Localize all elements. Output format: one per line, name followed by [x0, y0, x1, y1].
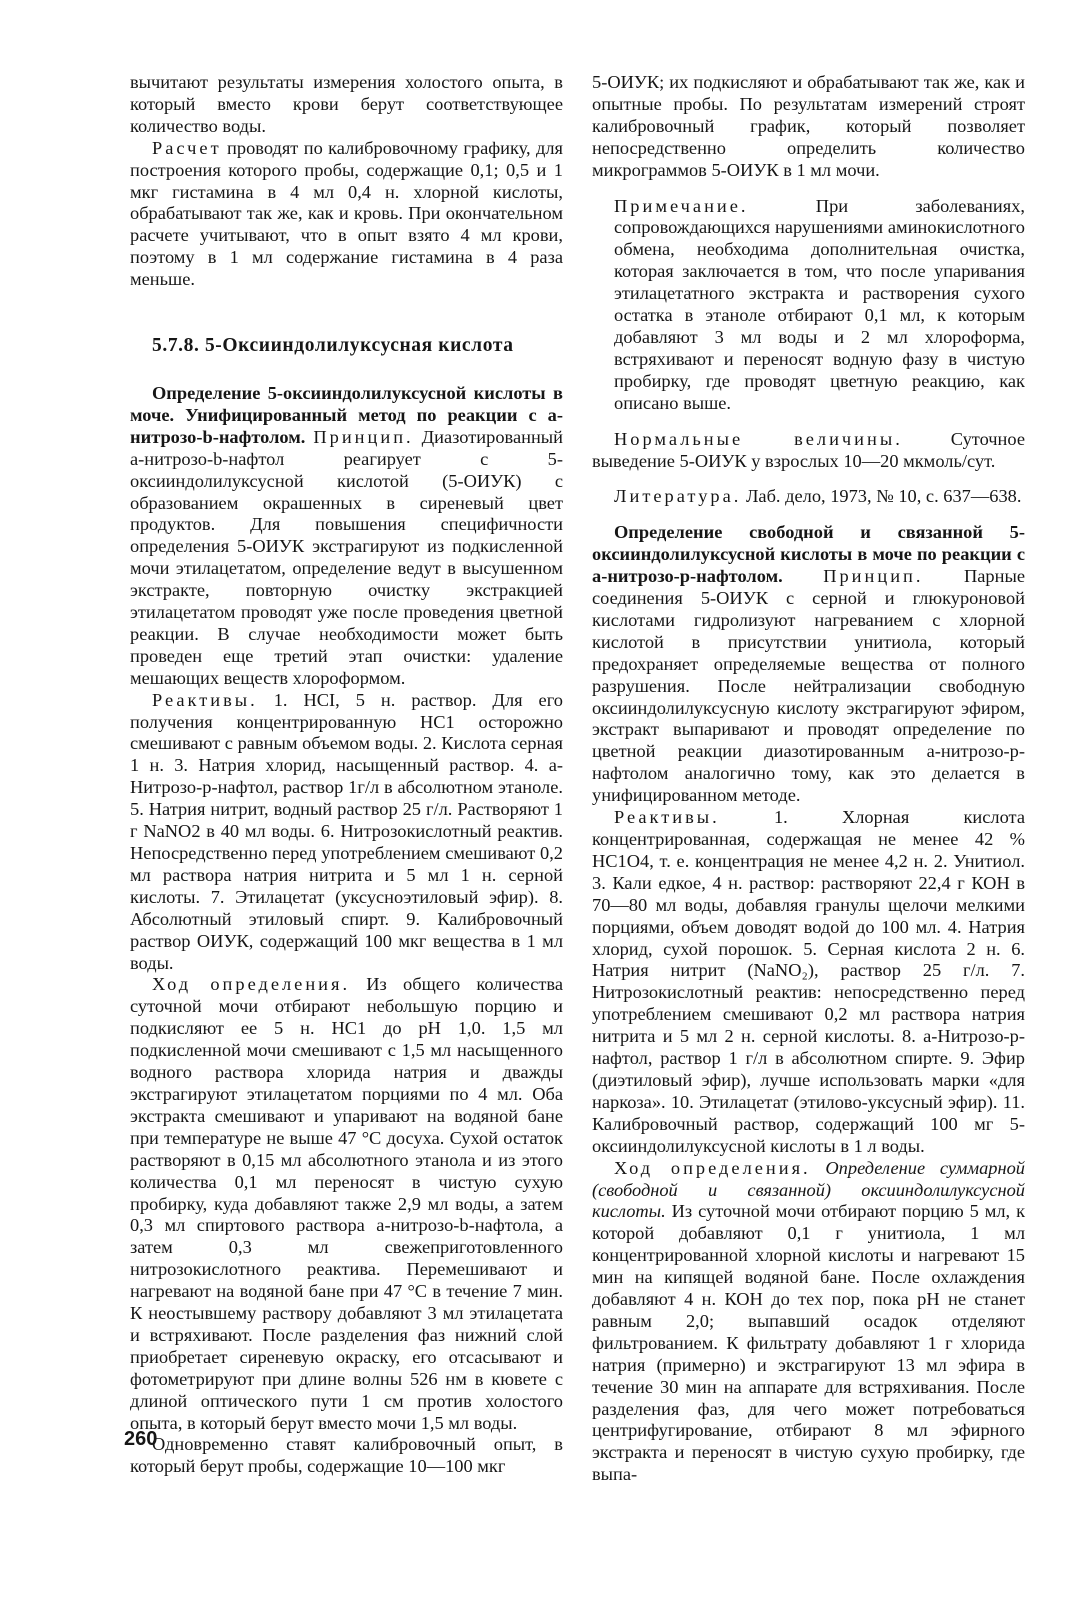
paragraph — [592, 1158, 1025, 1487]
run-in-label: Реактивы. — [152, 689, 258, 710]
italic-heading: Определение суммарной (свободной и связанной) оксииндолилуксусной кислоты. — [592, 1157, 1026, 1222]
paragraph — [592, 486, 1025, 508]
subsection-title: Определение свободной и связанной 5-оксииндолилуксусной кислоты в моче по реакции с а-нитрозо-р-нафтолом. — [592, 522, 1025, 587]
run-in-label: Расчет — [152, 137, 222, 158]
paragraph-text: 1. Хлорная кислота концентрированная, содержащая не менее 42 % НС1О4, т. е. концентрация не менее 4,2 н. 2. Унитиол. 3. Кали едкое, 4 н. раствор: растворяют 22,4 г КОН в 70—80 мл воды, добавляя гранулы щелочи мелкими порциями, объем доводят водой до 100 мл. 4. Натрия хлорид, сухой порошок. 5. Серная кислота 2 н. 6. Натрия нитрит (NaNO₂), раствор 25 г/л. 7. Нитрозокислотный реактив: непосредственно перед употреблением смешивают 0,2 мл раствора натрия нитрита и 5 мл 2 н. серной кислоты. 8. а-Нитрозо-р-нафтол, раствор 1 г/л в абсолютном спирте. 9. Эфир (диэтиловый эфир), лучше использовать марки «для наркоза». 10. Этилацетат (этилово-уксусный эфир). 11. Калибровочный раствор, содержащий 100 мг 5-оксииндолилуксусной кислоты в 1 л воды. — [592, 807, 1025, 1156]
right-column — [592, 72, 1025, 1486]
run-in-label: Принцип. — [823, 566, 924, 587]
paragraph — [130, 383, 563, 690]
run-in-label: Примечание. — [614, 195, 749, 216]
paragraph: 5-ОИУК; их подкисляют и обрабатывают так же, как и опытные пробы. По результатам измерений строят калибровочный график, который позволяет непосредственно определить количество микрограммов 5-ОИУК в 1 мл мочи. — [592, 72, 1025, 180]
section-title: 5.7.8. 5-Оксииндолилуксусная кислота — [152, 335, 514, 357]
run-in-label: Ход определения. — [614, 1157, 811, 1178]
paragraph — [592, 429, 1025, 473]
page-number: 260 — [124, 1428, 158, 1450]
paragraph — [592, 807, 1025, 1158]
run-in-label: Реактивы. — [614, 807, 720, 828]
paragraph — [130, 690, 563, 975]
subsection-title: Определение 5-оксииндолилуксусной кислоты в моче. Унифицированный метод по реакции с а-нитрозо-b-нафтолом. — [130, 382, 563, 447]
paragraph-text: При заболеваниях, сопровождающихся нарушениями аминокислотного обмена, необходима дополнительная очистка, которая заключается в том, что после упаривания этилацетатного экстракта и растворения сухого остатка в этаноле отбирают 0,1 мл, к которым добавляют 3 мл воды и 2 мл хлороформа, встряхивают и переносят водную фазу в чистую пробирку, где проводят цветную реакцию, как описано выше. — [614, 195, 1025, 413]
paragraph-text: Из общего количества суточной мочи отбирают небольшую порцию и подкисляют ее 5 н. НС1 до рН 1,0. 1,5 мл подкисленной мочи смешивают с 1,5 мл насыщенного водного раствора хлорида натрия и дважды экстрагируют этилацетатом порциями по 4 мл. Оба экстракта смешивают и упаривают на водяной бане при температуре не выше 47 °С досуха. Сухой остаток растворяют в 0,15 мл абсолютного этанола и из этого количества 0,1 мл переносят в чистую сухую пробирку, куда добавляют также 2,9 мл воды, а затем 0,3 мл спиртового раствора а-нитрозо-b-нафтола, а затем 0,3 мл свежеприготовленного нитрозокислотного реактива. Перемешивают и нагревают на водяной бане при 47 °С в течение 7 мин. К неостывшему раствору добавляют 3 мл этилацетата и встряхивают. После разделения фаз нижний слой приобретает сиреневую окраску, его отсасывают и фотометрируют при длине волны 526 нм в кювете с длиной оптического пути 1 см против холостого опыта, в который берут вместо мочи 1,5 мл воды. — [130, 974, 564, 1433]
paragraph-text: 1. НСI, 5 н. раствор. Для его получения концентрированную НС1 осторожно смешивают с равным объемом воды. 2. Кислота серная 1 н. 3. Натрия хлорид, насыщенный раствор. 4. а-Нитрозо-р-нафтол, раствор 1г/л в абсолютном этаноле. 5. Натрия нитрит, водный раствор 25 г/л. Растворяют 1 г NaNO2 в 40 мл воды. 6. Нитрозокислотный реактив. Непосредственно перед употреблением смешивают 0,2 мл раствора натрия нитрита и 5 мл 1 н. серной кислоты. 7. Этилацетат (уксусноэтиловый эфир). 8. Абсолютный этиловый спирт. 9. Калибровочный раствор ОИУК, содержащий 100 мкг вещества в 1 мл воды. — [130, 689, 563, 973]
paragraph: вычитают результаты измерения холостого опыта, в который вместо крови берут соответствующее количество воды. — [130, 72, 563, 136]
paragraph — [130, 974, 563, 1434]
paragraph — [592, 522, 1025, 807]
paragraph-text: Диазотированный а-нитрозо-b-нафтол реагирует с 5-оксииндолилуксусной кислотой (5-ОИУК) с образованием окрашенных в сиреневый цвет продуктов. Для повышения специфичности определения 5-ОИУК экстрагируют из подкисленной мочи этилацетатом, определение ведут в высушенном экстракте, повторную очистку экстракцией этилацетатом проводят уже после проведения цветной реакции. В случае необходимости может быть проведен еще третий этап очистки: удаление мешающих веществ хлороформом. — [130, 426, 563, 688]
paragraph-text: проводят по калибровочному графику, для построения которого пробы, содержащие 0,1; 0,5 и 1 мкг гистамина в 4 мл 0,4 н. хлорной кислоты, обрабатывают так же, как и кровь. При окончательном расчете учитывают, что в опыт взято 4 мл крови, поэтому в 1 мл содержание гистамина в 4 раза меньше. — [130, 137, 563, 290]
run-in-label: Ход определения. — [152, 974, 351, 995]
paragraph-text: Парные соединения 5-ОИУК с серной и глюкуроновой кислотами гидролизуют нагреванием с хлорной кислотой в присутствии унитиола, который предохраняет определяемые вещества от полного разрушения. После нейтрализации свободную оксииндолилуксусную кислоту экстрагируют эфиром, экстракт выпаривают и проводят определение по цветной реакции диазотированным а-нитрозо-р-нафтолом аналогично тому, как это делается в унифицированном методе. — [592, 566, 1025, 806]
run-in-label: Принцип. — [313, 426, 414, 447]
note — [614, 196, 1025, 415]
paragraph-text: Из суточной мочи отбирают порцию 5 мл, к которой добавляют 0,1 г унитиола, 1 мл концентрированной хлорной кислоты и нагревают 15 мин на кипящей водяной бане. После охлаждения добавляют 4 н. КОН до тех пор, пока рН не станет равным 2,0; выпавший осадок отделяют фильтрованием. К фильтрату добавляют 1 г хлорида натрия (примерно) и экстрагируют 13 мл эфира в течение 30 мин на аппарате для встряхивания. После разделения фаз, для чего может потребоваться центрифугирование, отбирают 8 мл эфирного экстракта и переносят в чистую сухую пробирку, где выпа- — [592, 1201, 1025, 1485]
run-in-label: Литература. — [614, 486, 742, 507]
paragraph-text: Суточное выведение 5-ОИУК у взрослых 10—20 мкмоль/сут. — [592, 428, 1025, 471]
run-in-label: Нормальные величины. — [614, 428, 903, 449]
paragraph: Одновременно ставят калибровочный опыт, в который берут пробы, содержащие 10—100 мкг — [130, 1434, 563, 1477]
left-column — [130, 72, 563, 1478]
paragraph-text: Лаб. дело, 1973, № 10, с. 637—638. — [741, 486, 1022, 507]
paragraph — [130, 138, 563, 291]
